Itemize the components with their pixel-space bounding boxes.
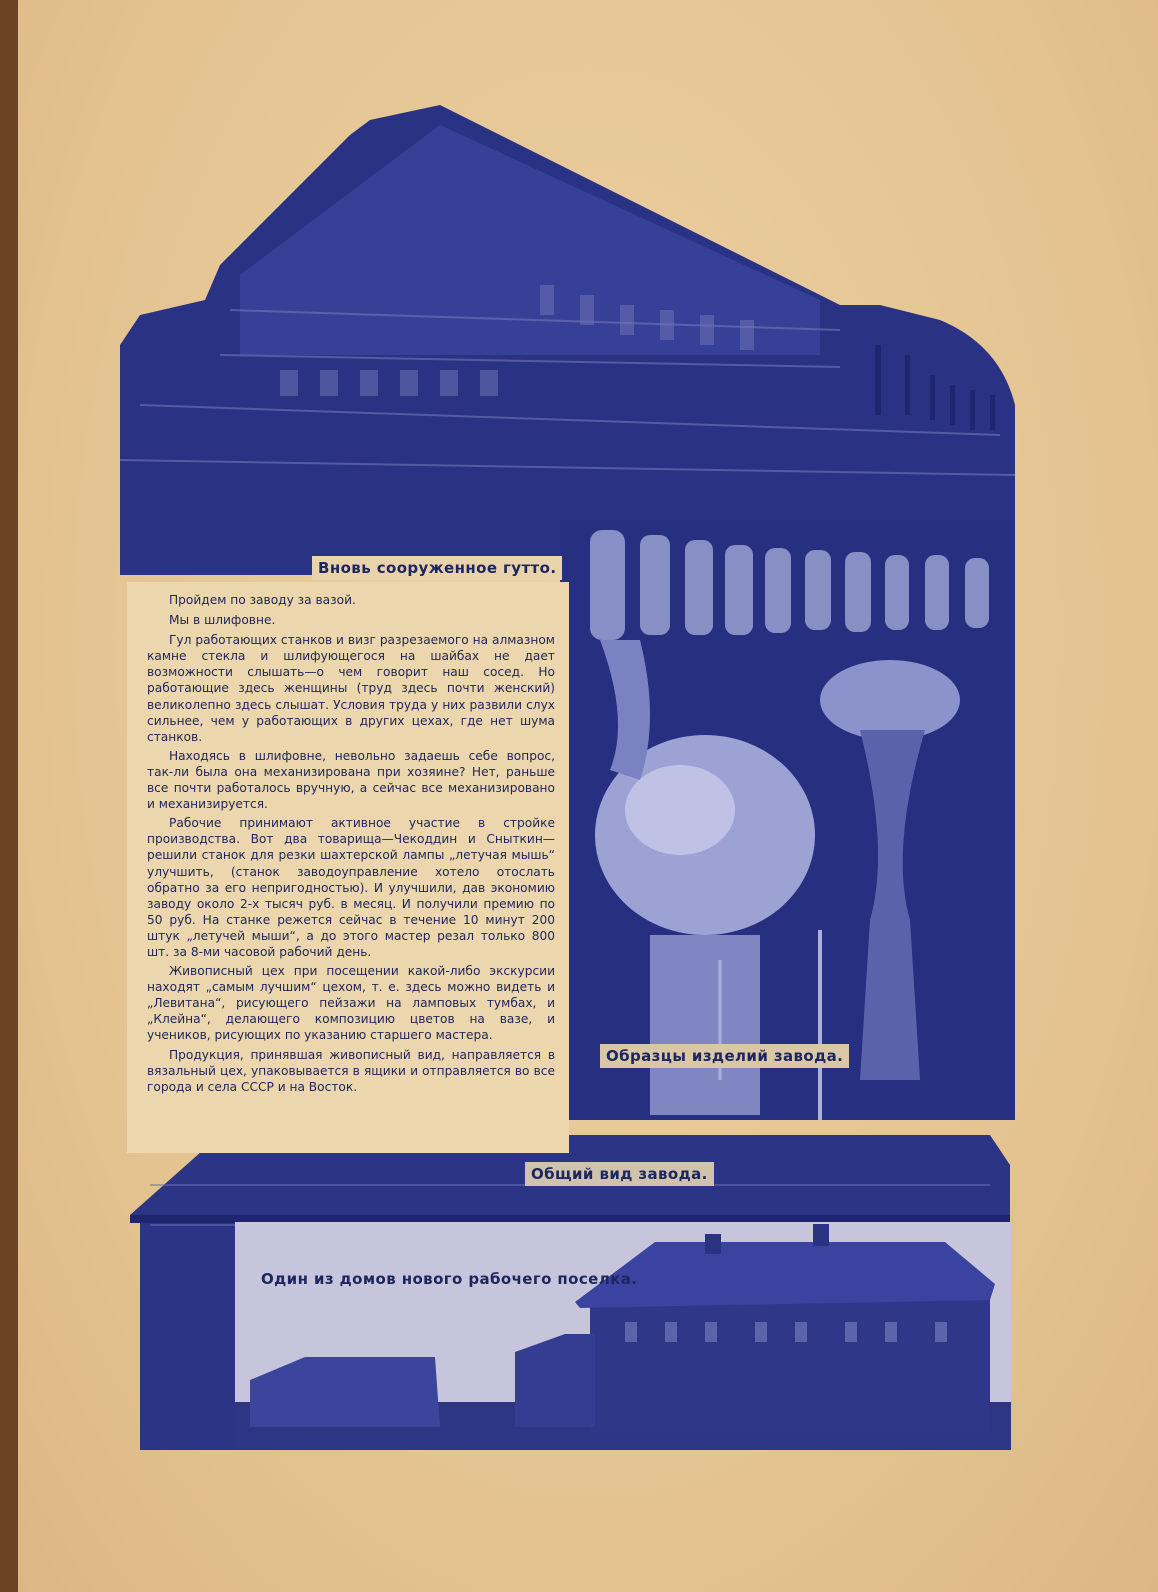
article-paragraph: Живописный цех при посещении какой-либо экскурсии находят „самым лучшим“ цехом, т. е. здесь можно видеть и „Левитана“, рисующего пейзажи на ламповых тумбах, и „Клейна“, делающего композицию цветов на вазе, и учеников, рисующих по указанию старшего мастера.: [147, 964, 555, 1043]
article-paragraph: Находясь в шлифовне, невольно задаешь себе вопрос, так-ли была она механизирована при хозяине? Нет, раньше все почти работалось вручную, а сейчас все механизировано и механизируется.: [147, 748, 555, 812]
caption-factory-view: Общий вид завода.: [525, 1162, 714, 1186]
caption-new-building: Вновь сооруженное гутто.: [312, 556, 562, 580]
caption-product-samples: Образцы изделий завода.: [600, 1044, 849, 1068]
article-paragraph: Пройдем по заводу за вазой.: [169, 593, 356, 607]
photo-new-building: [120, 105, 1015, 575]
article-paragraph: Гул работающих станков и визг разрезаемого на алмазном камне стекла и шлифующегося на шайбах не дает возможности слышать—о чем говорит наш сосед. Но работающие здесь женщины (труд здесь почти женский) великолепно здесь слышат. Условия труда у них развили слух сильнее, чем у работающих в других цехах, где нет шума станков.: [147, 633, 555, 744]
caption-settlement-house: Один из домов нового рабочего поселка.: [261, 1270, 638, 1288]
article-paragraph: Продукция, принявшая живописный вид, направляется в вязальный цех, упаковывается в ящики и отправляется во все города и села СССР и на Восток.: [147, 1047, 555, 1094]
photo-product-samples: [560, 520, 1015, 1120]
article-paragraph: Мы в шлифовне.: [169, 613, 276, 628]
article-text: [127, 582, 569, 1153]
article-paragraph: Рабочие принимают активное участие в стройке производства. Вот два товарища—Чекоддин и Сныткин—решили станок для резки шахтерской лампы „летучая мышь“ улучшить, (станок заводоуправление хотело отослать обратно за его непригодностью). И улучшили, дав экономию заводу около 2-х тысяч руб. в месяц. И получили премию по 50 руб. На станке режется сейчас в течение 10 минут 200 штук „летучей мыши“, а до этого мастер резал только 800 шт. за 8-ми часовой рабочий день.: [147, 816, 555, 959]
photo-workers-settlement-house: [235, 1222, 1011, 1450]
page-binding-edge: [0, 0, 18, 1592]
